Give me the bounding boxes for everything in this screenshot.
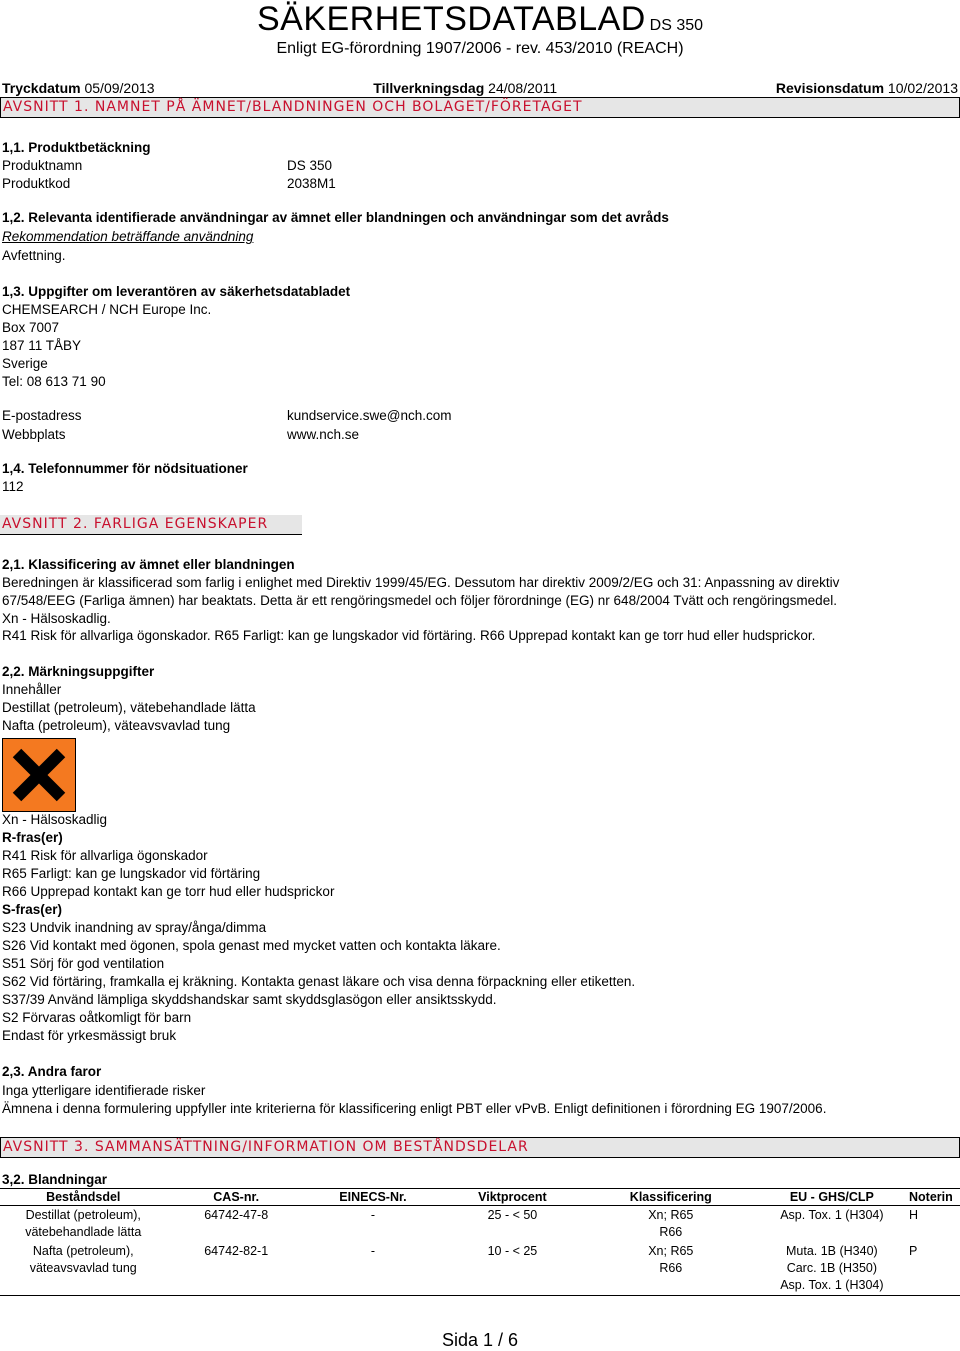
phone: Tel: 08 613 71 90 — [2, 374, 106, 389]
col-header: EINECS-Nr. — [306, 1189, 440, 1206]
emergency-number: 112 — [2, 479, 24, 494]
s21-line-4: R41 Risk för allvarliga ögonskador. R65 Farligt: kan ge lungskador vid förtäring. R66 Upprepad kontakt kan ge torr hud eller hudsprickor. — [2, 628, 816, 643]
product-code-label: Produktkod — [2, 176, 71, 191]
cell-cas: 64742-47-8 — [204, 1208, 269, 1222]
s12-text: Avfettning. — [2, 248, 66, 263]
table-header-row — [0, 1189, 960, 1206]
s12-sub: Rekommendation beträffande användning — [2, 229, 254, 244]
s32-heading: 3,2. Blandningar — [2, 1172, 108, 1187]
title-text: SÄKERHETSDATABLAD — [256, 0, 646, 38]
cell-einecs: - — [306, 1242, 440, 1296]
cell-weight: 25 - < 50 — [487, 1208, 538, 1222]
s-phrase-4: S62 Vid förtäring, framkalla ej kräkning. Kontakta genast läkare och visa denna förpackning eller etiketten. — [2, 974, 636, 989]
web-link[interactable]: www.nch.se — [287, 427, 360, 442]
cell-note: H — [909, 1208, 919, 1222]
cell-weight: 10 - < 25 — [440, 1242, 585, 1296]
revision-date: Revisionsdatum 10/02/2013 — [775, 80, 958, 96]
cell-ghs: Asp. Tox. 1 (H304) — [780, 1208, 884, 1222]
cell-ghs: Muta. 1B (H340) Carc. 1B (H350) Asp. Tox. 1 (H304) — [757, 1242, 907, 1296]
section-1-title: AVSNITT 1. NAMNET PÅ ÄMNET/BLANDNINGEN OCH BOLAGET/FÖRETAGET — [0, 97, 960, 118]
address-line-2: 187 11 TÅBY — [2, 338, 82, 353]
r-phrases-heading: R-fras(er) — [2, 830, 63, 845]
title-product-code: DS 350 — [649, 17, 704, 34]
s-phrase-2: S26 Vid kontakt med ögonen, spola genast med mycket vatten och kontakta läkare. — [2, 938, 501, 953]
cell-note: P — [907, 1242, 960, 1296]
cell-class: Xn; R65 R66 — [648, 1208, 694, 1239]
s21-line-3: Xn - Hälsoskadlig. — [2, 611, 111, 626]
composition-table — [0, 1188, 960, 1296]
page-number: Sida 1 / 6 — [441, 1330, 519, 1350]
s21-line-1: Beredningen är klassificerad som farlig i enlighet med Direktiv 1999/45/EG. Dessutom har direktiv 2009/2/EG och 31: Anpassning av direktiv — [2, 575, 840, 590]
s-phrase-7: Endast för yrkesmässigt bruk — [2, 1028, 177, 1043]
s14-heading: 1,4. Telefonnummer för nödsituationer — [2, 461, 248, 476]
col-header: Noterin — [907, 1189, 960, 1206]
s-phrase-1: S23 Undvik inandning av spray/ånga/dimma — [2, 920, 267, 935]
s13-heading: 1,3. Uppgifter om leverantören av säkerhetsdatabladet — [2, 284, 351, 299]
contains-label: Innehåller — [2, 682, 62, 697]
hazard-label: Xn - Hälsoskadlig — [2, 812, 108, 827]
product-name: DS 350 — [287, 158, 333, 173]
contains-2: Nafta (petroleum), väteavsvavlad tung — [2, 718, 231, 733]
col-header: Klassificering — [585, 1189, 757, 1206]
section-2-title: AVSNITT 2. FARLIGA EGENSKAPER — [0, 515, 302, 535]
s12-heading: 1,2. Relevanta identifierade användningar av ämnet eller blandningen och användningar som det avråds — [2, 210, 669, 225]
s-phrase-6: S2 Förvaras oåtkomligt för barn — [2, 1010, 192, 1025]
cell-class: Xn; R65 R66 — [585, 1242, 757, 1296]
cell-name: Nafta (petroleum), väteavsvavlad tung — [0, 1242, 166, 1296]
s11-heading: 1,1. Produktbetäckning — [2, 140, 151, 155]
s-phrase-5: S37/39 Använd lämpliga skyddshandskar samt skyddsglasögon eller ansiktsskydd. — [2, 992, 497, 1007]
col-header: CAS-nr. — [166, 1189, 305, 1206]
x-cross-icon — [3, 739, 75, 811]
product-name-label: Produktnamn — [2, 158, 83, 173]
dates-row — [2, 80, 958, 96]
s21-heading: 2,1. Klassificering av ämnet eller blandningen — [2, 557, 295, 572]
address-line-1: Box 7007 — [2, 320, 60, 335]
email-link[interactable]: kundservice.swe@nch.com — [287, 408, 452, 423]
harmful-x-hazard-icon — [2, 738, 76, 812]
regulation-subtitle: Enligt EG-förordning 1907/2006 - rev. 453/2010 (REACH) — [276, 40, 684, 57]
table-row — [0, 1206, 960, 1243]
document-title — [0, 0, 960, 39]
section-3-title: AVSNITT 3. SAMMANSÄTTNING/INFORMATION OM BESTÅNDSDELAR — [0, 1137, 960, 1158]
print-date: Tryckdatum 05/09/2013 — [2, 80, 155, 96]
s22-heading: 2,2. Märkningsuppgifter — [2, 664, 155, 679]
country: Sverige — [2, 356, 48, 371]
col-header: EU - GHS/CLP — [757, 1189, 907, 1206]
s23-line-1: Inga ytterligare identifierade risker — [2, 1083, 206, 1098]
col-header: Viktprocent — [440, 1189, 585, 1206]
s-phrase-3: S51 Sörj för god ventilation — [2, 956, 165, 971]
cell-cas: 64742-82-1 — [166, 1242, 305, 1296]
table-row — [0, 1242, 960, 1296]
web-label: Webbplats — [2, 427, 66, 442]
s23-line-2: Ämnena i denna formulering uppfyller inte kriterierna för klassificering enligt PBT eller vPvB. Enligt definitionen i förordning EG 1907/2006. — [2, 1101, 827, 1116]
cell-einecs: - — [370, 1208, 376, 1222]
r-phrase-3: R66 Upprepad kontakt kan ge torr hud eller hudsprickor — [2, 884, 335, 899]
cell-name: Destillat (petroleum), vätebehandlade lätta — [25, 1208, 142, 1239]
contains-1: Destillat (petroleum), vätebehandlade lätta — [2, 700, 256, 715]
r-phrase-1: R41 Risk för allvarliga ögonskador — [2, 848, 208, 863]
r-phrase-2: R65 Farligt: kan ge lungskador vid förtäring — [2, 866, 261, 881]
s-phrases-heading: S-fras(er) — [2, 902, 63, 917]
company-name: CHEMSEARCH / NCH Europe Inc. — [2, 302, 212, 317]
s23-heading: 2,3. Andra faror — [2, 1064, 102, 1079]
email-label: E-postadress — [2, 408, 82, 423]
product-code: 2038M1 — [287, 176, 336, 191]
s21-line-2: 67/548/EEG (Farliga ämnen) har beaktats. Detta är ett rengöringsmedel och följer förordninge (EG) nr 648/2004 Tvätt och rengöringsmedel. — [2, 593, 837, 608]
mfg-date: Tillverkningsdag 24/08/2011 — [373, 80, 558, 96]
col-header: Beståndsdel — [0, 1189, 166, 1206]
